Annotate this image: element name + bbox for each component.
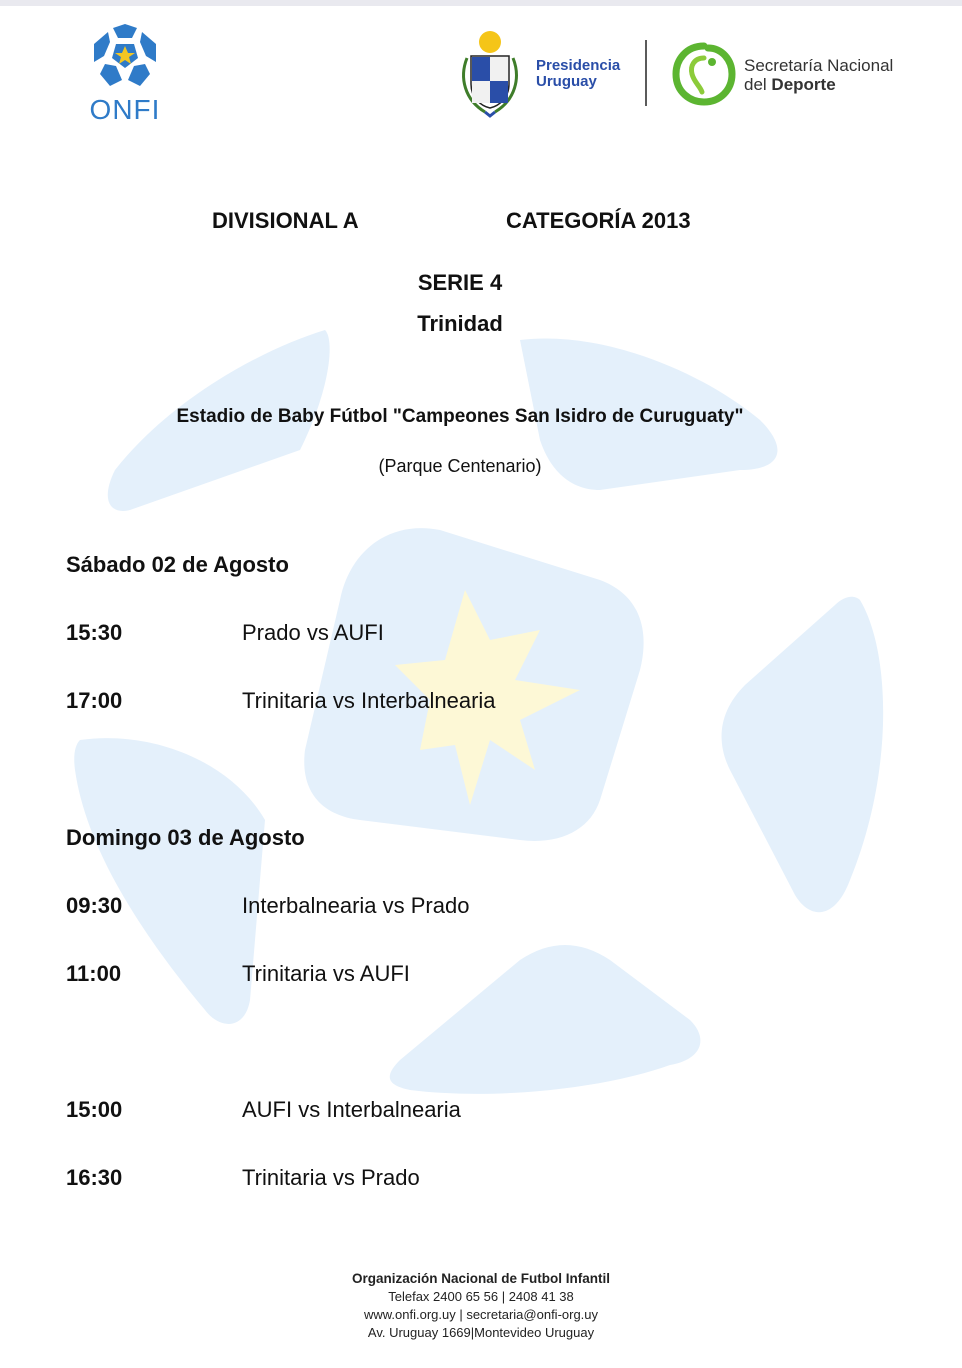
match-teams: Trinitaria vs AUFI [242, 961, 410, 986]
presidencia-line1: Presidencia [536, 57, 621, 74]
park-name: (Parque Centenario) [378, 456, 542, 476]
snd-line1: Secretaría Nacional [744, 56, 894, 75]
top-border [0, 0, 962, 6]
footer [0, 1270, 962, 1342]
match-teams: Interbalnearia vs Prado [242, 893, 470, 918]
serie-title: SERIE 4 [417, 270, 503, 295]
match-teams: Trinitaria vs Prado [242, 1165, 420, 1190]
day-heading-saturday: Sábado 02 de Agosto [66, 552, 289, 577]
city-title: Trinidad [417, 311, 503, 336]
match-time: 11:00 [66, 961, 122, 986]
snd-logo [672, 40, 736, 106]
snd-line2-prefix: del [744, 75, 772, 94]
snd-line2-bold: Deporte [771, 75, 836, 94]
match-time: 15:00 [66, 1097, 123, 1122]
match-time: 17:00 [66, 688, 123, 713]
coat-of-arms-icon [455, 28, 525, 118]
presidencia-line2: Uruguay [536, 73, 597, 90]
match-teams: AUFI vs Interbalnearia [242, 1097, 461, 1122]
match-teams: Trinitaria vs Interbalnearia [242, 688, 496, 713]
snd-swirl-icon [672, 40, 736, 106]
footer-address: Av. Uruguay 1669|Montevideo Uruguay [367, 1325, 595, 1340]
presidencia-uruguay-label [536, 58, 620, 90]
category-title: CATEGORÍA 2013 [506, 208, 691, 233]
stadium-name: Estadio de Baby Fútbol "Campeones San Isidro de Curuguaty" [176, 406, 744, 427]
snd-line2 [744, 75, 893, 94]
day-heading-sunday: Domingo 03 de Agosto [66, 825, 305, 850]
footer-web: www.onfi.org.uy | secretaria@onfi-org.uy [363, 1307, 599, 1322]
footer-org: Organización Nacional de Futbol Infantil [351, 1271, 611, 1286]
match-teams: Prado vs AUFI [242, 620, 384, 645]
uruguay-crest [455, 28, 525, 118]
onfi-logo [80, 22, 170, 125]
logo-divider [645, 40, 647, 106]
match-time: 16:30 [66, 1165, 123, 1190]
onfi-logo-text: ONFI [89, 94, 161, 125]
onfi-ball-icon [80, 22, 170, 94]
match-time: 09:30 [66, 893, 123, 918]
footer-phone: Telefax 2400 65 56 | 2408 41 38 [388, 1289, 574, 1304]
match-time: 15:30 [66, 620, 123, 645]
division-title: DIVISIONAL A [212, 208, 359, 233]
snd-label [744, 56, 893, 94]
